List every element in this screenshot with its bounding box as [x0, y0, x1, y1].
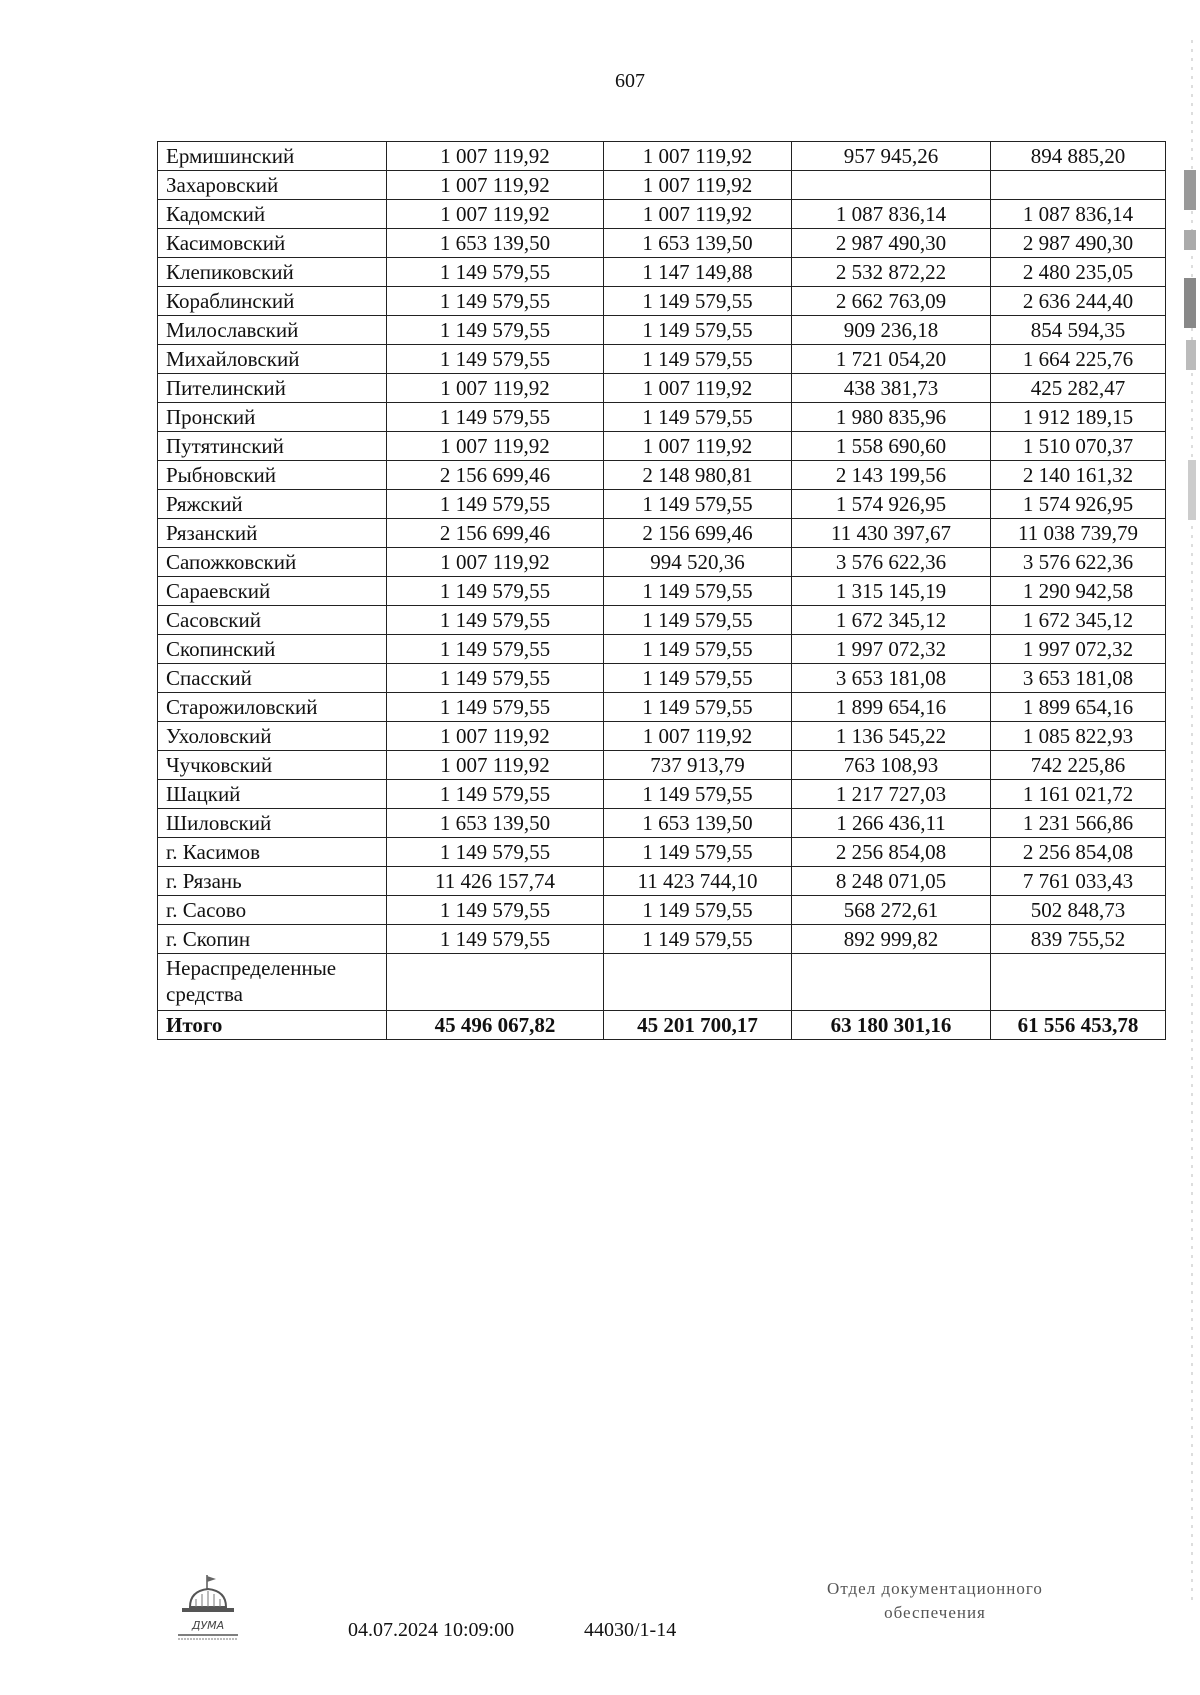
- value-col2-cell: 1 149 579,55: [604, 635, 792, 664]
- district-name-cell: г. Касимов: [158, 838, 387, 867]
- value-col4-cell: 11 038 739,79: [991, 519, 1166, 548]
- value-col1-cell: 1 007 119,92: [387, 374, 604, 403]
- district-name-cell: Ухоловский: [158, 722, 387, 751]
- total-label-cell: Итого: [158, 1011, 387, 1040]
- table-row: [158, 142, 1166, 171]
- district-name-cell: г. Сасово: [158, 896, 387, 925]
- district-name-cell: Шацкий: [158, 780, 387, 809]
- district-name-cell: Ряжский: [158, 490, 387, 519]
- value-col3-cell: 1 217 727,03: [792, 780, 991, 809]
- table-row: [158, 954, 1166, 1011]
- value-col1-cell: 11 426 157,74: [387, 867, 604, 896]
- value-col1-cell: 1 007 119,92: [387, 722, 604, 751]
- value-col1-cell: 1 149 579,55: [387, 287, 604, 316]
- duma-logo-text: ДУМА: [191, 1619, 225, 1632]
- value-col3-cell: 2 987 490,30: [792, 229, 991, 258]
- table-row: [158, 403, 1166, 432]
- scan-edge-marks: [1182, 40, 1196, 1600]
- table-row: [158, 461, 1166, 490]
- district-name-cell: Чучковский: [158, 751, 387, 780]
- value-col1-cell: 1 149 579,55: [387, 258, 604, 287]
- value-col1-cell: 2 156 699,46: [387, 519, 604, 548]
- value-col1-cell: 1 007 119,92: [387, 200, 604, 229]
- district-name-cell: Шиловский: [158, 809, 387, 838]
- value-col2-cell: 1 147 149,88: [604, 258, 792, 287]
- value-col1-cell: 1 653 139,50: [387, 809, 604, 838]
- value-col2-cell: 1 149 579,55: [604, 316, 792, 345]
- value-col2-cell: 1 149 579,55: [604, 896, 792, 925]
- value-col2-cell: 1 149 579,55: [604, 606, 792, 635]
- value-col1-cell: 1 149 579,55: [387, 838, 604, 867]
- district-name-cell: Сасовский: [158, 606, 387, 635]
- value-col1-cell: 1 007 119,92: [387, 751, 604, 780]
- table-row: [158, 635, 1166, 664]
- district-name-cell: г. Рязань: [158, 867, 387, 896]
- district-name-cell: Путятинский: [158, 432, 387, 461]
- value-col2-cell: 1 007 119,92: [604, 374, 792, 403]
- district-name-cell: Милославский: [158, 316, 387, 345]
- value-col4-cell: 1 087 836,14: [991, 200, 1166, 229]
- page-number: 607: [615, 70, 645, 92]
- district-name-cell: Кораблинский: [158, 287, 387, 316]
- table-row: [158, 432, 1166, 461]
- table-row: [158, 577, 1166, 606]
- value-col3-cell: 1 087 836,14: [792, 200, 991, 229]
- district-name-cell: Нераспределенные средства: [158, 954, 387, 1011]
- district-name-cell: Пителинский: [158, 374, 387, 403]
- value-col3-cell: 11 430 397,67: [792, 519, 991, 548]
- value-col2-cell: 1 007 119,92: [604, 722, 792, 751]
- district-name-cell: Клепиковский: [158, 258, 387, 287]
- district-name-cell: Старожиловский: [158, 693, 387, 722]
- value-col4-cell: 742 225,86: [991, 751, 1166, 780]
- district-name-cell: Захаровский: [158, 171, 387, 200]
- table-row: [158, 519, 1166, 548]
- value-col4-cell: 839 755,52: [991, 925, 1166, 954]
- table-row: [158, 287, 1166, 316]
- value-col4-cell: 2 256 854,08: [991, 838, 1166, 867]
- value-col2-cell: 1 653 139,50: [604, 809, 792, 838]
- department-stamp-line1: Отдел документационного: [827, 1579, 1043, 1598]
- value-col4-cell: 854 594,35: [991, 316, 1166, 345]
- duma-building-logo-icon: [176, 1573, 240, 1645]
- value-col3-cell: 2 143 199,56: [792, 461, 991, 490]
- table-body: [158, 142, 1166, 1040]
- table-row: [158, 171, 1166, 200]
- district-name-cell: г. Скопин: [158, 925, 387, 954]
- budget-table-container: [157, 141, 1165, 1040]
- table-row: [158, 780, 1166, 809]
- value-col4-cell: 1 510 070,37: [991, 432, 1166, 461]
- value-col2-cell: 1 007 119,92: [604, 142, 792, 171]
- value-col3-cell: 438 381,73: [792, 374, 991, 403]
- table-row: [158, 896, 1166, 925]
- table-row: [158, 548, 1166, 577]
- value-col4-cell: 2 140 161,32: [991, 461, 1166, 490]
- value-col1-cell: 1 149 579,55: [387, 664, 604, 693]
- value-col1-cell: 1 149 579,55: [387, 780, 604, 809]
- value-col4-cell: 2 987 490,30: [991, 229, 1166, 258]
- table-row: [158, 925, 1166, 954]
- value-col3-cell: 2 256 854,08: [792, 838, 991, 867]
- value-col3-cell: 3 653 181,08: [792, 664, 991, 693]
- budget-table: [157, 141, 1166, 1040]
- value-col2-cell: 1 149 579,55: [604, 403, 792, 432]
- value-col1-cell: 1 007 119,92: [387, 548, 604, 577]
- value-col1-cell: 1 149 579,55: [387, 693, 604, 722]
- value-col4-cell: 502 848,73: [991, 896, 1166, 925]
- value-col4-cell: 425 282,47: [991, 374, 1166, 403]
- district-name-cell: Михайловский: [158, 345, 387, 374]
- value-col2-cell: 1 149 579,55: [604, 664, 792, 693]
- value-col1-cell: 1 149 579,55: [387, 925, 604, 954]
- value-col1-cell: 2 156 699,46: [387, 461, 604, 490]
- table-row: [158, 867, 1166, 896]
- table-row: [158, 490, 1166, 519]
- value-col1-cell: 1 653 139,50: [387, 229, 604, 258]
- value-col3-cell: 957 945,26: [792, 142, 991, 171]
- value-col2-cell: 1 149 579,55: [604, 577, 792, 606]
- value-col3-cell: 1 558 690,60: [792, 432, 991, 461]
- value-col3-cell: 1 266 436,11: [792, 809, 991, 838]
- table-row: [158, 374, 1166, 403]
- value-col4-cell: 1 231 566,86: [991, 809, 1166, 838]
- value-col3-cell: 1 574 926,95: [792, 490, 991, 519]
- value-col4-cell: 7 761 033,43: [991, 867, 1166, 896]
- value-col2-cell: 1 007 119,92: [604, 171, 792, 200]
- value-col2-cell: 1 653 139,50: [604, 229, 792, 258]
- district-name-cell: Сапожковский: [158, 548, 387, 577]
- department-stamp: [800, 1577, 1070, 1625]
- value-col3-cell: 892 999,82: [792, 925, 991, 954]
- value-col2-cell: 2 156 699,46: [604, 519, 792, 548]
- value-col1-cell: 1 007 119,92: [387, 171, 604, 200]
- table-row: [158, 664, 1166, 693]
- value-col2-cell: 2 148 980,81: [604, 461, 792, 490]
- value-col4-cell: 2 480 235,05: [991, 258, 1166, 287]
- value-col2-cell: 1 149 579,55: [604, 287, 792, 316]
- value-col4-cell: 1 912 189,15: [991, 403, 1166, 432]
- table-row: [158, 693, 1166, 722]
- value-col3-cell: 1 136 545,22: [792, 722, 991, 751]
- total-value-cell: 61 556 453,78: [991, 1011, 1166, 1040]
- value-col4-cell: 1 085 822,93: [991, 722, 1166, 751]
- district-name-cell: Пронский: [158, 403, 387, 432]
- value-col1-cell: 1 149 579,55: [387, 490, 604, 519]
- value-col3-cell: 2 662 763,09: [792, 287, 991, 316]
- value-col1-cell: [387, 954, 604, 1011]
- value-col3-cell: 1 672 345,12: [792, 606, 991, 635]
- value-col1-cell: 1 149 579,55: [387, 345, 604, 374]
- value-col1-cell: 1 007 119,92: [387, 142, 604, 171]
- district-name-cell: Ермишинский: [158, 142, 387, 171]
- value-col3-cell: 2 532 872,22: [792, 258, 991, 287]
- total-value-cell: 45 201 700,17: [604, 1011, 792, 1040]
- district-name-cell: Рязанский: [158, 519, 387, 548]
- value-col3-cell: 1 980 835,96: [792, 403, 991, 432]
- total-row: [158, 1011, 1166, 1040]
- table-row: [158, 838, 1166, 867]
- value-col3-cell: 8 248 071,05: [792, 867, 991, 896]
- value-col3-cell: 568 272,61: [792, 896, 991, 925]
- value-col4-cell: 894 885,20: [991, 142, 1166, 171]
- value-col2-cell: 1 149 579,55: [604, 490, 792, 519]
- value-col3-cell: [792, 171, 991, 200]
- value-col2-cell: 1 149 579,55: [604, 925, 792, 954]
- value-col4-cell: 1 574 926,95: [991, 490, 1166, 519]
- value-col2-cell: 11 423 744,10: [604, 867, 792, 896]
- value-col1-cell: 1 007 119,92: [387, 432, 604, 461]
- total-value-cell: 45 496 067,82: [387, 1011, 604, 1040]
- table-row: [158, 809, 1166, 838]
- value-col2-cell: 1 149 579,55: [604, 838, 792, 867]
- value-col4-cell: 1 664 225,76: [991, 345, 1166, 374]
- footer-reference-number: 44030/1-14: [584, 1619, 677, 1641]
- value-col3-cell: 763 108,93: [792, 751, 991, 780]
- district-name-cell: Спасский: [158, 664, 387, 693]
- value-col3-cell: 1 899 654,16: [792, 693, 991, 722]
- value-col3-cell: 1 315 145,19: [792, 577, 991, 606]
- value-col1-cell: 1 149 579,55: [387, 635, 604, 664]
- value-col2-cell: 994 520,36: [604, 548, 792, 577]
- table-row: [158, 751, 1166, 780]
- value-col1-cell: 1 149 579,55: [387, 577, 604, 606]
- table-row: [158, 200, 1166, 229]
- value-col2-cell: 1 149 579,55: [604, 780, 792, 809]
- value-col3-cell: 1 721 054,20: [792, 345, 991, 374]
- value-col3-cell: 1 997 072,32: [792, 635, 991, 664]
- table-row: [158, 345, 1166, 374]
- table-row: [158, 606, 1166, 635]
- value-col4-cell: 3 576 622,36: [991, 548, 1166, 577]
- value-col4-cell: 1 997 072,32: [991, 635, 1166, 664]
- value-col4-cell: 2 636 244,40: [991, 287, 1166, 316]
- value-col3-cell: 3 576 622,36: [792, 548, 991, 577]
- district-name-cell: Скопинский: [158, 635, 387, 664]
- value-col2-cell: 1 007 119,92: [604, 432, 792, 461]
- total-value-cell: 63 180 301,16: [792, 1011, 991, 1040]
- table-row: [158, 229, 1166, 258]
- footer-date: 04.07.2024 10:09:00: [348, 1619, 515, 1641]
- value-col4-cell: 1 161 021,72: [991, 780, 1166, 809]
- value-col4-cell: 1 672 345,12: [991, 606, 1166, 635]
- value-col2-cell: 1 149 579,55: [604, 693, 792, 722]
- value-col2-cell: 1 149 579,55: [604, 345, 792, 374]
- value-col1-cell: 1 149 579,55: [387, 403, 604, 432]
- district-name-cell: Касимовский: [158, 229, 387, 258]
- department-stamp-line2: обеспечения: [884, 1603, 986, 1622]
- value-col4-cell: [991, 171, 1166, 200]
- value-col2-cell: 737 913,79: [604, 751, 792, 780]
- table-row: [158, 316, 1166, 345]
- value-col4-cell: 1 899 654,16: [991, 693, 1166, 722]
- district-name-cell: Сараевский: [158, 577, 387, 606]
- value-col1-cell: 1 149 579,55: [387, 896, 604, 925]
- table-row: [158, 722, 1166, 751]
- value-col4-cell: 1 290 942,58: [991, 577, 1166, 606]
- value-col4-cell: 3 653 181,08: [991, 664, 1166, 693]
- value-col2-cell: 1 007 119,92: [604, 200, 792, 229]
- value-col1-cell: 1 149 579,55: [387, 606, 604, 635]
- value-col3-cell: [792, 954, 991, 1011]
- value-col1-cell: 1 149 579,55: [387, 316, 604, 345]
- value-col4-cell: [991, 954, 1166, 1011]
- value-col3-cell: 909 236,18: [792, 316, 991, 345]
- value-col2-cell: [604, 954, 792, 1011]
- district-name-cell: Рыбновский: [158, 461, 387, 490]
- district-name-cell: Кадомский: [158, 200, 387, 229]
- table-row: [158, 258, 1166, 287]
